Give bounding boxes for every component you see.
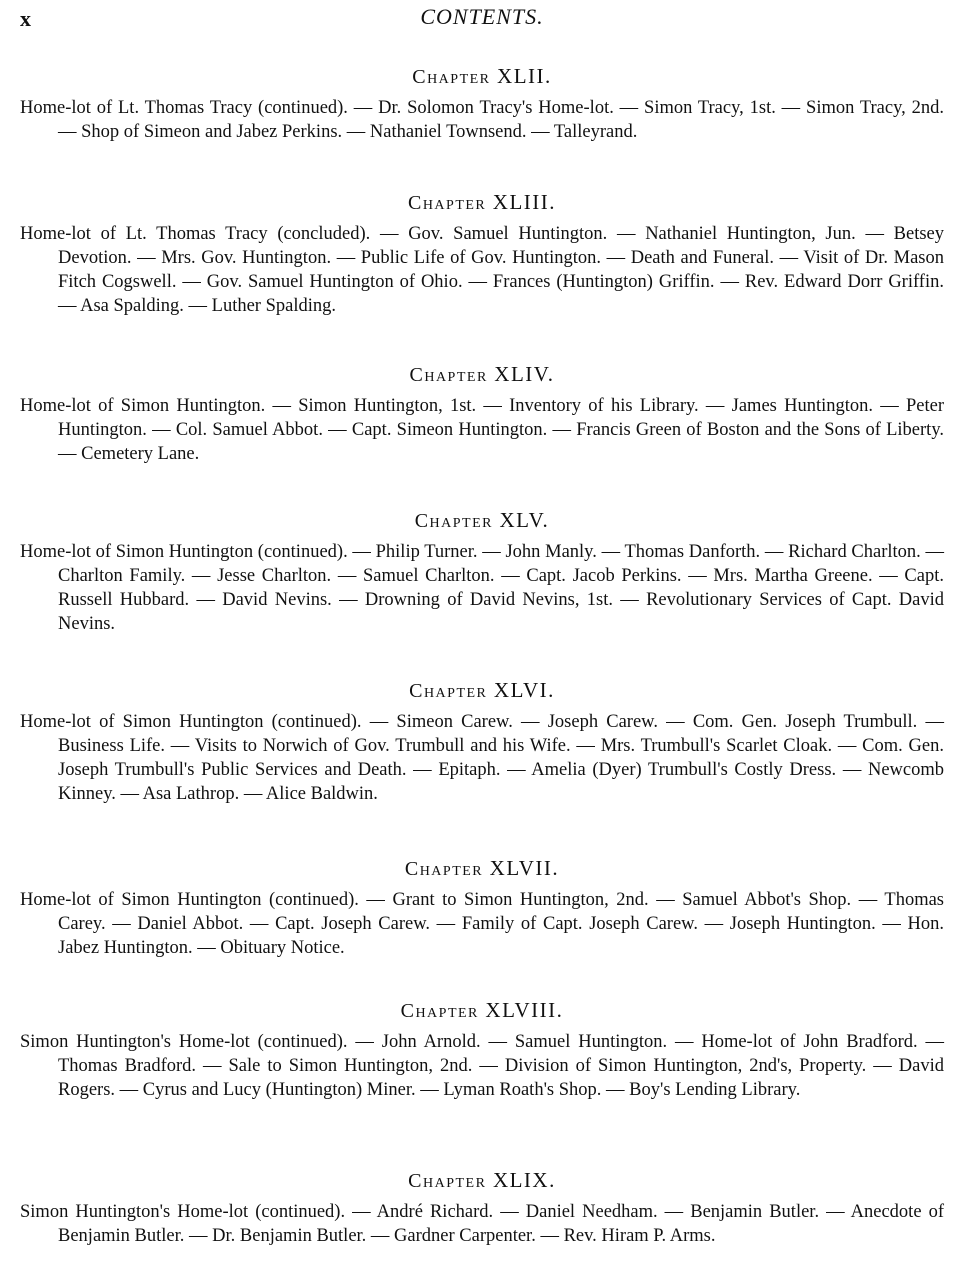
chapter-heading	[0, 1168, 964, 1192]
chapter-heading	[0, 362, 964, 386]
chapter-entry	[0, 190, 964, 318]
chapter-label: Chapter	[408, 1170, 487, 1192]
chapter-entry	[0, 1168, 964, 1248]
chapter-entry	[0, 362, 964, 466]
chapter-number: XLIII.	[492, 190, 557, 214]
chapter-number: XLII.	[497, 64, 552, 88]
chapter-label: Chapter	[404, 858, 484, 880]
chapter-number: XLIV.	[494, 362, 555, 386]
chapter-label: Chapter	[409, 680, 488, 702]
chapter-summary: Home-lot of Simon Huntington (continued). — Philip Turner. — John Manly. — Thomas Danforth. — Richard Charlton. — Charlton Family. — Jesse Charlton. — Samuel Charlton. — Capt. Jacob Perkins. — Mrs. Martha Greene. — Capt. Russell Hubbard. — David Nevins. — Drowning of David Nevins, 1st. — Revolutionary Services of Capt. David Nevins.	[20, 542, 944, 634]
chapter-summary: Simon Huntington's Home-lot (continued). — John Arnold. — Samuel Huntington. — Home-lot of John Bradford. — Thomas Bradford. — Sale to Simon Huntington, 2nd. — Division of Simon Huntington, 2nd's, Property. — David Rogers. — Cyrus and Lucy (Huntington) Miner. — Lyman Roath's Shop. — Boy's Lending Library.	[20, 1032, 944, 1100]
chapter-number: XLVI.	[493, 678, 555, 702]
chapter-summary: Home-lot of Simon Huntington. — Simon Huntington, 1st. — Inventory of his Library. — James Huntington. — Peter Huntington. — Col. Samuel Abbot. — Capt. Simeon Huntington. — Francis Green of Boston and the Sons of Liberty. — Cemetery Lane.	[20, 396, 944, 464]
chapter-summary: Home-lot of Simon Huntington (continued). — Simeon Carew. — Joseph Carew. — Com. Gen. Joseph Trumbull. — Business Life. — Visits to Norwich of Gov. Trumbull and his Wife. — Mrs. Trumbull's Scarlet Cloak. — Com. Gen. Joseph Trumbull's Public Services and Death. — Epitaph. — Amelia (Dyer) Trumbull's Costly Dress. — Newcomb Kinney. — Asa Lathrop. — Alice Baldwin.	[20, 712, 944, 804]
chapter-label: Chapter	[409, 364, 488, 386]
chapter-entry	[0, 998, 964, 1102]
chapter-label: Chapter	[407, 192, 487, 214]
chapter-summary: Home-lot of Simon Huntington (continued). — Grant to Simon Huntington, 2nd. — Samuel Abbot's Shop. — Thomas Carey. — Daniel Abbot. — Capt. Joseph Carew. — Family of Capt. Joseph Carew. — Joseph Huntington. — Hon. Jabez Huntington. — Obituary Notice.	[20, 890, 944, 958]
chapter-heading	[0, 856, 964, 880]
chapter-entry	[0, 856, 964, 960]
chapter-summary: Home-lot of Lt. Thomas Tracy (concluded). — Gov. Samuel Huntington. — Nathaniel Huntington, Jun. — Betsey Devotion. — Mrs. Gov. Huntington. — Public Life of Gov. Huntington. — Death and Funeral. — Visit of Dr. Mason Fitch Cogswell. — Gov. Samuel Huntington of Ohio. — Frances (Huntington) Griffin. — Rev. Edward Dorr Griffin. — Asa Spalding. — Luther Spalding.	[20, 224, 944, 316]
chapter-summary: Simon Huntington's Home-lot (continued). — André Richard. — Daniel Needham. — Benjamin Butler. — Anecdote of Benjamin Butler. — Dr. Benjamin Butler. — Gardner Carpenter. — Rev. Hiram P. Arms.	[20, 1202, 944, 1246]
running-title: CONTENTS.	[420, 4, 544, 29]
chapter-entry	[0, 64, 964, 144]
chapter-heading	[0, 64, 964, 88]
chapter-entry	[0, 678, 964, 806]
chapter-summary: Home-lot of Lt. Thomas Tracy (continued). — Dr. Solomon Tracy's Home-lot. — Simon Tracy, 1st. — Simon Tracy, 2nd. — Shop of Simeon and Jabez Perkins. — Nathaniel Townsend. — Talleyrand.	[20, 98, 944, 142]
chapter-number: XLV.	[499, 508, 550, 532]
chapter-label: Chapter	[414, 510, 493, 532]
chapter-number: XLVII.	[489, 856, 560, 880]
chapter-entry	[0, 508, 964, 636]
chapter-label: Chapter	[400, 1000, 479, 1022]
chapter-heading	[0, 190, 964, 214]
chapter-label: Chapter	[412, 66, 491, 88]
chapter-heading	[0, 508, 964, 532]
chapter-number: XLVIII.	[485, 998, 564, 1022]
chapter-number: XLIX.	[492, 1168, 556, 1192]
chapter-heading	[0, 998, 964, 1022]
chapter-heading	[0, 678, 964, 702]
page-number: x	[20, 6, 31, 31]
